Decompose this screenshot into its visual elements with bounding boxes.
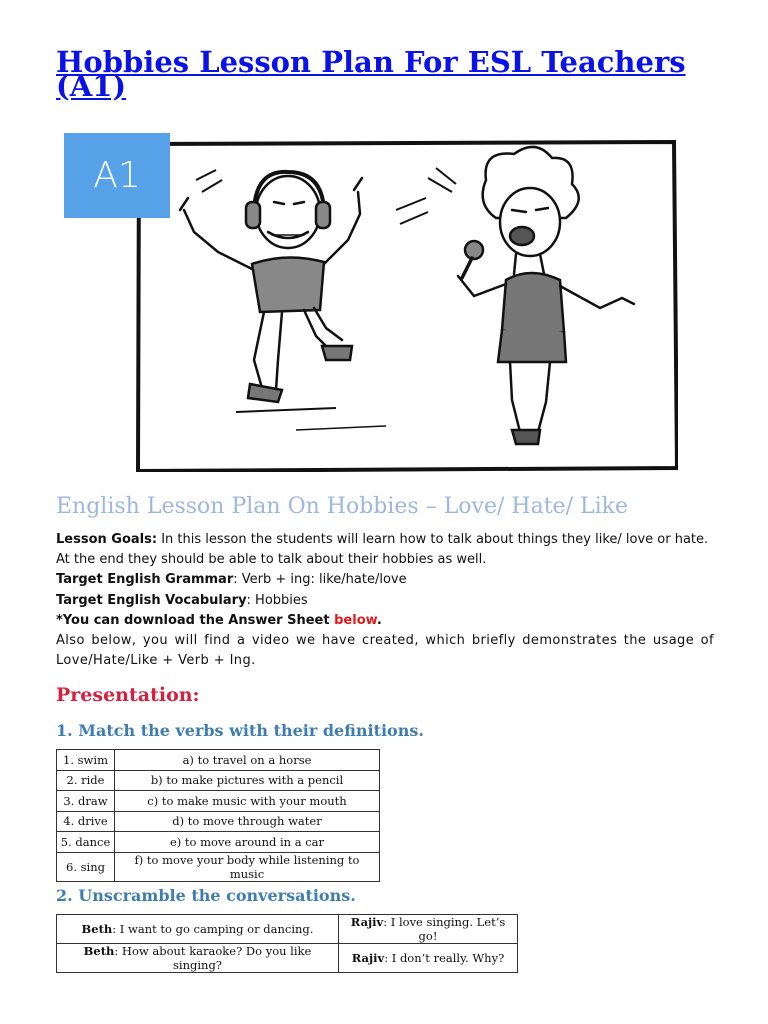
match-heading: 1. Match the verbs with their definitions. xyxy=(56,721,424,740)
table-row xyxy=(57,770,380,791)
grammar-label: Target English Grammar xyxy=(56,572,234,588)
table-row xyxy=(57,944,518,973)
vocab-label: Target English Vocabulary xyxy=(56,592,247,608)
conversation-cell xyxy=(339,944,518,973)
definition-cell: e) to move around in a car xyxy=(115,832,380,853)
table-row xyxy=(57,852,380,881)
download-text: *You can download the Answer Sheet xyxy=(56,612,335,628)
speaker-line: : I don’t really. Why? xyxy=(384,951,505,965)
vocab-text: : Hobbies xyxy=(246,592,308,608)
table-row xyxy=(57,915,518,944)
speaker-line: : How about karaoke? Do you like singing? xyxy=(114,944,312,972)
table-row xyxy=(57,811,380,832)
definition-cell: d) to move through water xyxy=(115,811,380,832)
verb-cell: 5. dance xyxy=(57,832,115,853)
below-link[interactable]: below xyxy=(334,612,377,628)
presentation-heading: Presentation: xyxy=(56,684,200,706)
verb-cell: 4. drive xyxy=(57,811,115,832)
grammar-text: : Verb + ing: like/hate/love xyxy=(233,572,407,588)
definition-cell: c) to make music with your mouth xyxy=(115,791,380,812)
download-end: . xyxy=(376,612,382,628)
table-row xyxy=(57,750,380,771)
video-note: Also below, you will find a video we have created, which briefly demonstrates the usage of Love/Hate/Like + Verb + Ing. xyxy=(56,633,714,669)
definition-cell: b) to make pictures with a pencil xyxy=(115,770,380,791)
intro-text xyxy=(56,530,714,671)
speaker-name: Rajiv xyxy=(350,915,384,929)
definition-cell: a) to travel on a horse xyxy=(115,750,380,771)
lesson-goals xyxy=(56,530,714,570)
section-subtitle: English Lesson Plan On Hobbies – Love/ Hate/ Like xyxy=(56,494,628,519)
page-title[interactable]: Hobbies Lesson Plan For ESL Teachers (A1) xyxy=(56,45,686,103)
goals-label: Lesson Goals: xyxy=(56,532,158,547)
conversation-cell xyxy=(57,915,339,944)
target-grammar xyxy=(56,570,714,590)
definition-cell: f) to move your body while listening to music xyxy=(115,852,380,881)
table-row xyxy=(57,791,380,812)
hobbies-illustration xyxy=(136,140,678,472)
verb-cell: 3. draw xyxy=(57,791,115,812)
verbs-table xyxy=(56,749,380,882)
speaker-name: Beth xyxy=(81,922,113,936)
speaker-name: Beth xyxy=(83,944,115,958)
download-note xyxy=(56,611,714,631)
unscramble-heading: 2. Unscramble the conversations. xyxy=(56,886,356,905)
verb-cell: 1. swim xyxy=(57,750,115,771)
speaker-name: Rajiv xyxy=(351,951,385,965)
conversation-cell xyxy=(339,915,518,944)
table-row xyxy=(57,832,380,853)
target-vocabulary xyxy=(56,591,714,611)
level-badge: A1 xyxy=(64,133,170,218)
speaker-line: : I love singing. Let’s go! xyxy=(383,915,506,943)
goals-text: In this lesson the students will learn how to talk about things they like/ love or hate. At the end they should be able to talk about their hobbies as well. xyxy=(56,532,709,568)
conversations-table xyxy=(56,914,518,973)
speaker-line: : I want to go camping or dancing. xyxy=(112,922,314,936)
conversation-cell xyxy=(57,944,339,973)
verb-cell: 6. sing xyxy=(57,852,115,881)
verb-cell: 2. ride xyxy=(57,770,115,791)
